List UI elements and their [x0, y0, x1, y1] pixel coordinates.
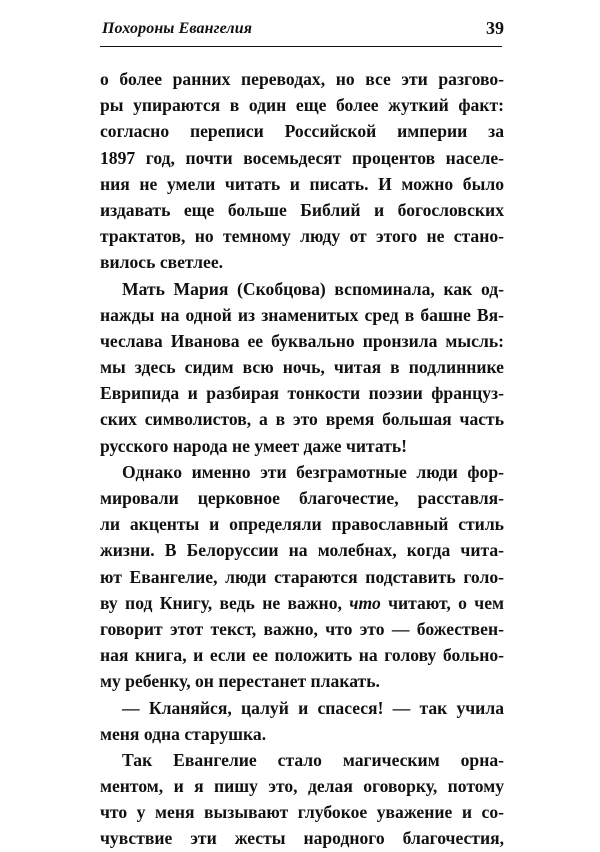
text-line: ментом, и я пишу это, делая оговорку, потому [100, 776, 504, 797]
text-line: меня одна старушка. [100, 723, 267, 744]
body-text [100, 66, 504, 852]
paragraph [100, 276, 504, 459]
text-line: чеслава Иванова ее буквально пронзила мысль: [100, 330, 504, 351]
text-line: согласно переписи Российской империи за [100, 121, 504, 142]
running-title: Похороны Евангелия [102, 20, 253, 37]
text-line: — Кланяйся, цалуй и спасеся! — так учила [122, 697, 504, 718]
page-number: 39 [486, 18, 504, 38]
text-line: мы здесь сидим всю ночь, читая в подлиннике [100, 357, 504, 378]
text-line: ная книга, и если ее положить на голову больно- [100, 645, 504, 666]
text-line: нажды на одной из знаменитых сред в башне Вя- [100, 304, 504, 325]
text-line: ры упираются в один еще более жуткий факт: [100, 95, 504, 116]
text-line: ских символистов, а в это время большая часть [100, 409, 504, 430]
emphasized-word: что [349, 592, 381, 613]
text-line: ют Евангелие, люди стараются подставить голо- [100, 566, 504, 587]
text-line: трактатов, но темному люду от этого не стано- [100, 226, 504, 247]
paragraph [100, 66, 504, 276]
text-line: Мать Мария (Скобцова) вспоминала, как од- [122, 278, 504, 299]
text-line: му ребенку, он перестанет плакать. [100, 671, 380, 692]
text-line: о более ранних переводах, но все эти разгово- [100, 69, 504, 89]
text-line: Так Евангелие стало магическим орна- [122, 749, 504, 770]
text-line: издавать еще больше Библий и богословских [100, 199, 504, 220]
text-line: чувствие эти жесты народного благочестия, [100, 828, 504, 849]
text-line: говорит этот текст, важно, что это — божествен- [100, 618, 504, 639]
text-line: вилось светлее. [100, 252, 224, 273]
text-line: русского народа не умеет даже читать! [100, 435, 408, 456]
text-line: Еврипида и разбирая тонкости поэзии француз- [100, 383, 504, 404]
paragraph [100, 695, 504, 747]
text-line: 1897 год, почти восемьдесят процентов населе- [100, 147, 504, 168]
text-line: мировали церковное благочестие, расставля- [100, 488, 504, 508]
paragraph [100, 459, 504, 695]
text-line: ния не умели читать и писать. И можно было [100, 173, 504, 194]
text-line: Однако именно эти безграмотные люди фор- [122, 461, 504, 482]
text-line: что у меня вызывают глубокое уважение и со- [100, 802, 504, 823]
paragraph [100, 747, 504, 852]
text-line: жизни. В Белоруссии на молебнах, когда чита- [100, 540, 504, 561]
header-rule [100, 46, 502, 47]
text-line: ли акценты и определяли православный стиль [100, 514, 504, 535]
text-line: ву под Книгу, ведь не важно, что читают, о чем [100, 592, 505, 613]
